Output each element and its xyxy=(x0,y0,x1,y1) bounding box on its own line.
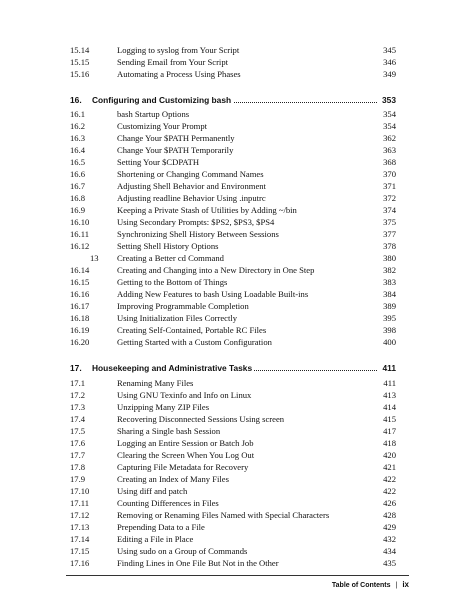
entry-title: Logging an Entire Session or Batch Job xyxy=(117,438,254,448)
entry-title: Customizing Your Prompt xyxy=(117,121,208,131)
entry-title: Recovering Disconnected Sessions Using screen xyxy=(117,414,285,424)
toc-entry[interactable] xyxy=(0,450,457,461)
entry-title: Improving Programmable Completion xyxy=(117,301,249,311)
entry-title: Adding New Features to bash Using Loadable Built-ins xyxy=(117,289,309,299)
entry-title: Removing or Renaming Files Named with Special Characters xyxy=(117,510,330,520)
entry-number: 16.7 xyxy=(70,181,86,191)
toc-entry[interactable] xyxy=(0,534,457,545)
toc-entry[interactable] xyxy=(0,325,457,336)
entry-title: Unzipping Many ZIP Files xyxy=(117,402,210,412)
toc-entry[interactable] xyxy=(0,109,457,120)
toc-entry[interactable] xyxy=(0,510,457,521)
toc-entry[interactable] xyxy=(0,133,457,144)
page-footer xyxy=(332,580,409,589)
entry-page: 395 xyxy=(383,313,396,323)
entry-title: Keeping a Private Stash of Utilities by Adding ~/bin xyxy=(117,205,297,215)
entry-number: 17.14 xyxy=(70,534,90,544)
entry-title: Automating a Process Using Phases xyxy=(117,69,241,79)
entry-title: Shortening or Changing Command Names xyxy=(117,169,264,179)
entry-number: 16.14 xyxy=(70,265,90,275)
entry-number: 17.8 xyxy=(70,462,86,472)
entry-page: 422 xyxy=(383,486,396,496)
entry-title: Logging to syslog from Your Script xyxy=(117,45,240,55)
entry-number: 16.8 xyxy=(70,193,86,203)
entry-page: 370 xyxy=(383,169,396,179)
entry-title: Counting Differences in Files xyxy=(117,498,219,508)
entry-title: Clearing the Screen When You Log Out xyxy=(117,450,255,460)
entry-page: 389 xyxy=(383,301,396,311)
entry-page: 417 xyxy=(383,426,396,436)
entry-page: 415 xyxy=(383,414,396,424)
entry-page: 377 xyxy=(383,229,396,239)
toc-entry[interactable] xyxy=(0,558,457,569)
entry-title: Creating Self-Contained, Portable RC Files xyxy=(117,325,267,335)
chapter-page: 353 xyxy=(382,95,396,105)
toc-entry[interactable] xyxy=(0,486,457,497)
entry-title: Prepending Data to a File xyxy=(117,522,205,532)
chapter-number: 17. xyxy=(70,363,82,373)
footer-page-number: ix xyxy=(402,580,409,589)
entry-title: Using Secondary Prompts: $PS2, $PS3, $PS4 xyxy=(117,217,275,227)
entry-title: Adjusting readline Behavior Using .inputrc xyxy=(117,193,266,203)
entry-number: 15.15 xyxy=(70,57,90,67)
entry-page: 411 xyxy=(383,378,396,388)
chapter-title: Housekeeping and Administrative Tasks xyxy=(92,363,253,373)
toc-entry[interactable] xyxy=(0,121,457,132)
entry-number: 15.16 xyxy=(70,69,90,79)
entry-page: 398 xyxy=(383,325,396,335)
entry-number: 17.9 xyxy=(70,474,86,484)
entry-title: Sending Email from Your Script xyxy=(117,57,229,67)
toc-entry[interactable] xyxy=(0,337,457,348)
entry-page: 413 xyxy=(383,390,396,400)
entry-title: Using diff and patch xyxy=(117,486,188,496)
entry-page: 400 xyxy=(383,337,396,347)
entry-number: 16.19 xyxy=(70,325,90,335)
toc-entry[interactable] xyxy=(0,69,457,80)
entry-number: 16.10 xyxy=(70,217,90,227)
footer-separator: | xyxy=(395,582,398,589)
toc-entry[interactable] xyxy=(0,438,457,449)
entry-page: 354 xyxy=(383,121,396,131)
entry-title: Editing a File in Place xyxy=(117,534,194,544)
entry-number: 16.17 xyxy=(70,301,90,311)
toc-entry[interactable] xyxy=(0,378,457,389)
entry-title: bash Startup Options xyxy=(117,109,190,119)
toc-entry[interactable] xyxy=(0,462,457,473)
entry-number: 16.1 xyxy=(70,109,86,119)
toc-entry[interactable] xyxy=(0,193,457,204)
entry-title: Sharing a Single bash Session xyxy=(117,426,221,436)
entry-number: 16.6 xyxy=(70,169,86,179)
chapter-page: 411 xyxy=(382,363,396,373)
entry-number: 17.12 xyxy=(70,510,90,520)
entry-number: 16.11 xyxy=(70,229,90,239)
entry-number: 17.6 xyxy=(70,438,86,448)
entry-page: 414 xyxy=(383,402,396,412)
entry-number: 16.2 xyxy=(70,121,86,131)
toc-entry[interactable] xyxy=(0,145,457,156)
chapter-heading-16[interactable] xyxy=(0,94,457,107)
entry-page: 346 xyxy=(383,57,396,67)
chapter-title: Configuring and Customizing bash xyxy=(92,95,232,105)
entry-number: 17.2 xyxy=(70,390,86,400)
entry-page: 354 xyxy=(383,109,396,119)
entry-number: 17.10 xyxy=(70,486,90,496)
entry-page: 428 xyxy=(383,510,396,520)
toc-entry[interactable] xyxy=(0,45,457,56)
toc-entry[interactable] xyxy=(0,313,457,324)
toc-entry[interactable] xyxy=(0,57,457,68)
entry-page: 418 xyxy=(383,438,396,448)
entry-number: 16.9 xyxy=(70,205,86,215)
entry-number: 17.11 xyxy=(70,498,90,508)
entry-page: 434 xyxy=(383,546,396,556)
entry-title: Setting Your $CDPATH xyxy=(117,157,200,167)
entry-number: 13 xyxy=(90,253,99,263)
entry-page: 362 xyxy=(383,133,396,143)
entry-number: 17.7 xyxy=(70,450,86,460)
entry-page: 349 xyxy=(383,69,396,79)
toc-entry[interactable] xyxy=(0,157,457,168)
entry-title: Using sudo on a Group of Commands xyxy=(117,546,248,556)
entry-title: Change Your $PATH Temporarily xyxy=(117,145,234,155)
entry-page: 421 xyxy=(383,462,396,472)
entry-number: 16.20 xyxy=(70,337,90,347)
toc-entry[interactable] xyxy=(0,205,457,216)
entry-number: 16.5 xyxy=(70,157,86,167)
entry-page: 435 xyxy=(383,558,396,568)
entry-title: Capturing File Metadata for Recovery xyxy=(117,462,249,472)
entry-page: 374 xyxy=(383,205,396,215)
toc-entry[interactable] xyxy=(0,169,457,180)
entry-number: 16.16 xyxy=(70,289,90,299)
entry-title: Getting Started with a Custom Configuration xyxy=(117,337,272,347)
entry-number: 16.3 xyxy=(70,133,86,143)
footer-rule xyxy=(66,575,409,576)
entry-page: 429 xyxy=(383,522,396,532)
toc-entry[interactable] xyxy=(0,289,457,300)
entry-page: 426 xyxy=(383,498,396,508)
entry-title: Finding Lines in One File But Not in the Other xyxy=(117,558,279,568)
entry-number: 17.5 xyxy=(70,426,86,436)
entry-title: Creating and Changing into a New Directory in One Step xyxy=(117,265,315,275)
toc-entry[interactable] xyxy=(0,474,457,485)
entry-title: Renaming Many Files xyxy=(117,378,194,388)
toc-entry[interactable] xyxy=(0,277,457,288)
toc-entry[interactable] xyxy=(0,217,457,228)
toc-entry[interactable] xyxy=(0,426,457,437)
toc-entry[interactable] xyxy=(0,181,457,192)
entry-page: 368 xyxy=(383,157,396,167)
footer-label: Table of Contents xyxy=(331,582,391,589)
toc-entry[interactable] xyxy=(0,498,457,509)
entry-page: 384 xyxy=(383,289,396,299)
toc-entry[interactable] xyxy=(0,241,457,252)
toc-entry[interactable] xyxy=(0,414,457,425)
toc-entry[interactable] xyxy=(0,253,457,264)
entry-page: 383 xyxy=(383,277,396,287)
entry-page: 432 xyxy=(383,534,396,544)
entry-page: 378 xyxy=(383,241,396,251)
entry-number: 15.14 xyxy=(70,45,90,55)
entry-number: 17.3 xyxy=(70,402,86,412)
entry-page: 371 xyxy=(383,181,396,191)
entry-number: 17.13 xyxy=(70,522,90,532)
entry-page: 420 xyxy=(383,450,396,460)
entry-number: 16.12 xyxy=(70,241,90,251)
entry-page: 382 xyxy=(383,265,396,275)
toc-entry[interactable] xyxy=(0,522,457,533)
chapter-number: 16. xyxy=(70,95,82,105)
toc-entry[interactable] xyxy=(0,402,457,413)
entry-title: Using GNU Texinfo and Info on Linux xyxy=(117,390,252,400)
entry-page: 375 xyxy=(383,217,396,227)
entry-page: 380 xyxy=(383,253,396,263)
entry-title: Setting Shell History Options xyxy=(117,241,219,251)
entry-title: Getting to the Bottom of Things xyxy=(117,277,228,287)
toc-entry[interactable] xyxy=(0,229,457,240)
entry-number: 16.18 xyxy=(70,313,90,323)
toc-entry[interactable] xyxy=(0,265,457,276)
entry-title: Change Your $PATH Permanently xyxy=(117,133,235,143)
entry-number: 16.4 xyxy=(70,145,86,155)
entry-number: 17.16 xyxy=(70,558,90,568)
entry-title: Creating an Index of Many Files xyxy=(117,474,229,484)
entry-title: Using Initialization Files Correctly xyxy=(117,313,238,323)
entry-title: Adjusting Shell Behavior and Environment xyxy=(117,181,266,191)
entry-number: 17.1 xyxy=(70,378,86,388)
entry-title: Creating a Better cd Command xyxy=(117,253,224,263)
toc-entry[interactable] xyxy=(0,546,457,557)
toc-entry[interactable] xyxy=(0,390,457,401)
chapter-heading-17[interactable] xyxy=(0,362,457,375)
entry-page: 345 xyxy=(383,45,396,55)
toc-entry[interactable] xyxy=(0,301,457,312)
entry-page: 422 xyxy=(383,474,396,484)
entry-page: 363 xyxy=(383,145,396,155)
entry-number: 17.4 xyxy=(70,414,86,424)
entry-page: 372 xyxy=(383,193,396,203)
entry-title: Synchronizing Shell History Between Sessions xyxy=(117,229,279,239)
entry-number: 16.15 xyxy=(70,277,90,287)
entry-number: 17.15 xyxy=(70,546,90,556)
